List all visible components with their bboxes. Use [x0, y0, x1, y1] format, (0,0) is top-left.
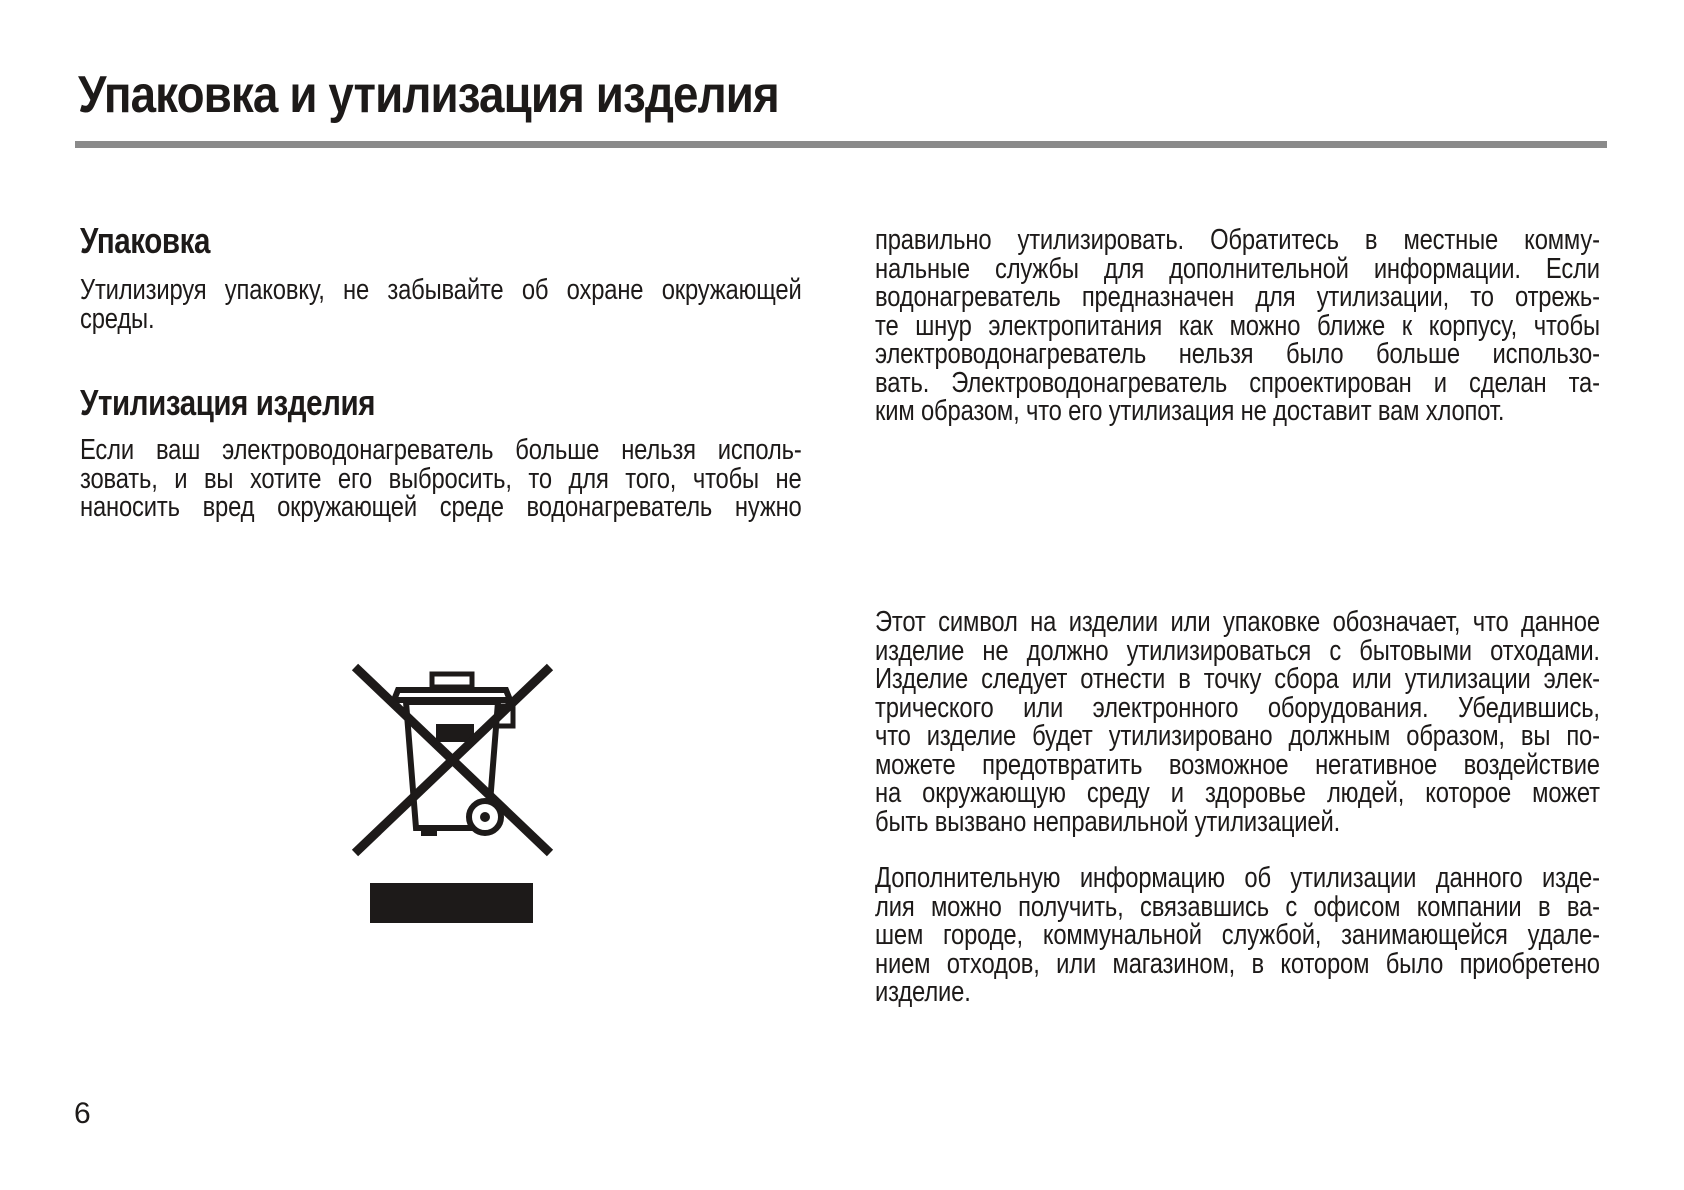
- heading-disposal: Утилизация изделия: [80, 382, 376, 423]
- text-line: вать. Электроводонагреватель спроектирован и сделан та-: [875, 366, 1600, 399]
- paragraph-more-information: [875, 864, 1600, 1007]
- text-line: водонагреватель предназначен для утилизации, то отрежь-: [875, 281, 1600, 313]
- text-line: изделие не должно утилизироваться с бытовыми отходами.: [875, 634, 1600, 667]
- text-line: ким образом, что его утилизация не доставит вам хлопот.: [875, 395, 1505, 427]
- text-line: шем городе, коммунальной службой, занимающейся удале-: [875, 919, 1600, 951]
- paragraph-disposal-continued: [875, 226, 1600, 426]
- weee-crossed-bin-icon: [322, 620, 582, 940]
- paragraph-packaging: [80, 276, 802, 333]
- heading-packaging: Упаковка: [80, 220, 210, 261]
- text-line: Этот символ на изделии или упаковке обозначает, что данное: [875, 606, 1600, 638]
- text-line: те шнур электропитания как можно ближе к корпусу, чтобы: [875, 309, 1600, 342]
- text-line: Дополнительную информацию об утилизации данного изде-: [875, 862, 1600, 894]
- text-line: изделие.: [875, 976, 971, 1008]
- text-line: трического или электронного оборудования. Убедившись,: [875, 691, 1600, 724]
- text-line: Если ваш электроводонагреватель больше нельзя исполь-: [80, 434, 802, 466]
- text-line: быть вызвано неправильной утилизацией.: [875, 805, 1341, 838]
- text-line: что изделие будет утилизировано должным образом, вы по-: [875, 720, 1600, 752]
- title-rule-divider: [75, 141, 1607, 148]
- text-line: электроводонагреватель нельзя было больше использо-: [875, 338, 1600, 370]
- text-line: на окружающую среду и здоровье людей, которое может: [875, 777, 1600, 809]
- text-line: можете предотвратить возможное негативное воздействие: [875, 748, 1600, 781]
- page-number: 6: [74, 1097, 91, 1130]
- text-line: зовать, и вы хотите его выбросить, то для того, чтобы не: [80, 462, 802, 495]
- text-line: правильно утилизировать. Обратитесь в местные комму-: [875, 224, 1600, 256]
- text-line: Изделие следует отнести в точку сбора или утилизации элек-: [875, 663, 1600, 695]
- text-line: среды.: [80, 302, 155, 335]
- text-line: Утилизируя упаковку, не забывайте об охране окружающей: [80, 274, 802, 306]
- text-line: нием отходов, или магазином, в котором было приобретено: [875, 947, 1600, 980]
- text-line: наносить вред окружающей среде водонагреватель нужно: [80, 491, 802, 523]
- page-title: Упаковка и утилизация изделия: [78, 66, 779, 124]
- text-line: нальные службы для дополнительной информации. Если: [875, 252, 1600, 285]
- paragraph-symbol-meaning: [875, 608, 1600, 836]
- text-line: лия можно получить, связавшись с офисом компании в ва-: [875, 890, 1600, 923]
- paragraph-disposal-start: [80, 436, 802, 522]
